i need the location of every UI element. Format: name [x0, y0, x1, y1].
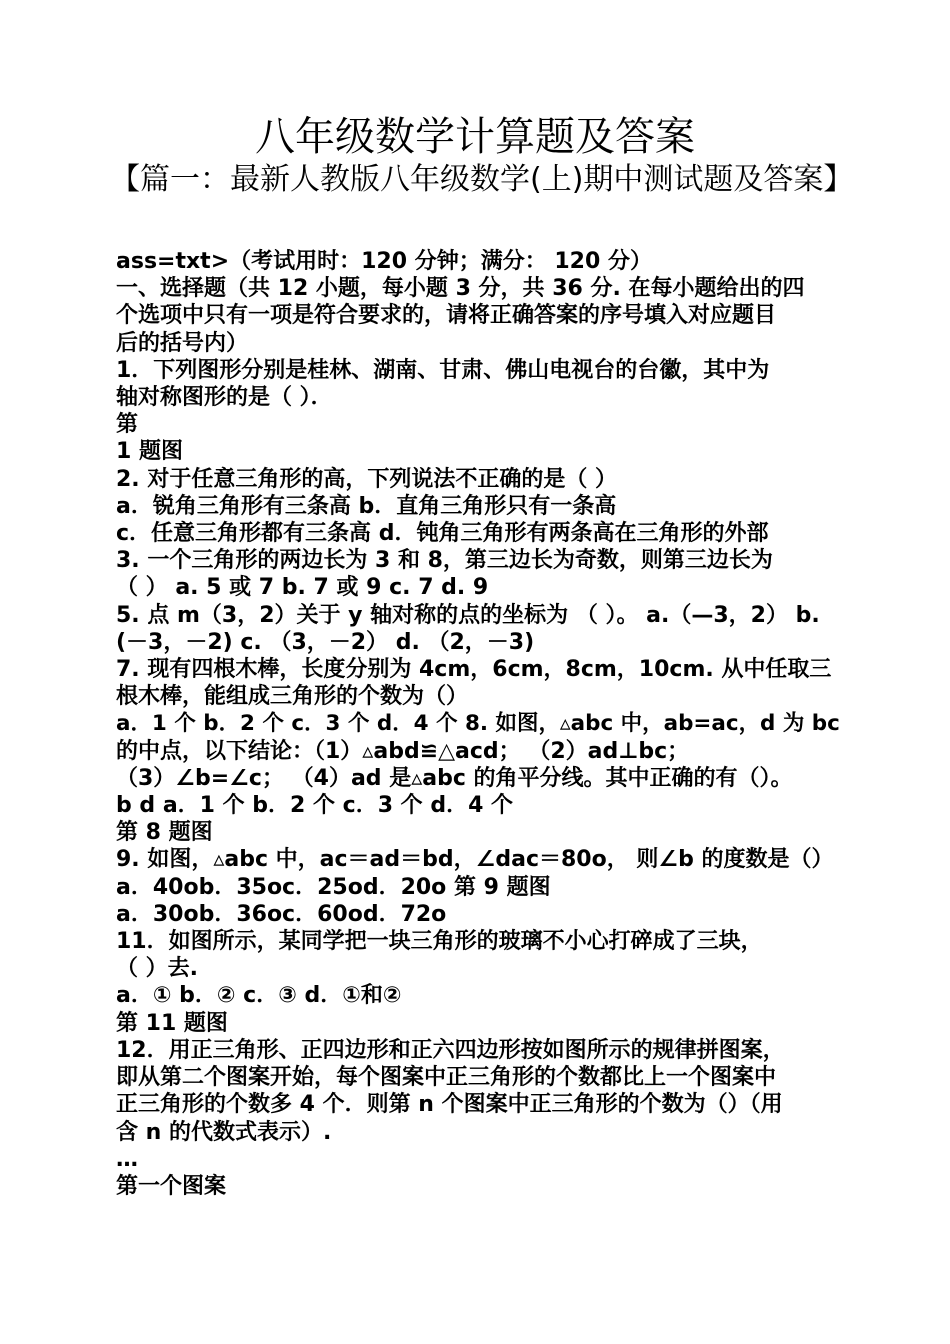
text-line: 正三角形的个数多 4 个．则第 n 个图案中正三角形的个数为（）（用 — [116, 1092, 783, 1118]
text-line: 后的括号内） — [116, 330, 249, 356]
text-line: （ ）去. — [116, 956, 199, 982]
text-line: (－3，－2) c. （3，－2） d. （2，－3) — [116, 629, 535, 655]
text-line: 第 11 题图 — [116, 1010, 228, 1036]
text-line: 1．下列图形分别是桂林、湖南、甘肃、佛山电视台的台徽，其中为 — [116, 357, 770, 383]
text-line: a．① b．② c．③ d．①和② — [116, 983, 402, 1009]
text-line: 轴对称图形的是（ ）． — [116, 385, 333, 411]
text-line: 3. 一个三角形的两边长为 3 和 8，第三边长为奇数，则第三边长为 — [116, 548, 773, 574]
text-line: 9. 如图，▵abc 中，ac＝ad＝bd，∠dac＝80o， 则∠b 的度数是（） — [116, 847, 834, 873]
text-line: 即从第二个图案开始，每个图案中正三角形的个数都比上一个图案中 — [116, 1065, 777, 1091]
text-line: 的中点，以下结论：（1）▵abd≌△acd； （2）ad⊥bc； — [116, 738, 690, 764]
text-line: b d a．1 个 b．2 个 c．3 个 d．4 个 — [116, 793, 514, 819]
text-line: 2. 对于任意三角形的高，下列说法不正确的是（ ） — [116, 466, 617, 492]
text-line: （3）∠b=∠c； （4）ad 是▵abc 的角平分线。其中正确的有（）。 — [116, 765, 793, 791]
text-line: 第 — [116, 412, 139, 438]
text-line: 12．用正三角形、正四边形和正六四边形按如图所示的规律拼图案， — [116, 1037, 785, 1063]
text-line: 含 n 的代数式表示）. — [116, 1119, 332, 1145]
text-line: a．40ob．35oc．25od．20o 第 9 题图 — [116, 874, 551, 900]
text-line: … — [116, 1146, 138, 1172]
document-title: 八年级数学计算题及答案 — [255, 114, 695, 160]
text-line: 第一个图案 — [116, 1173, 227, 1199]
text-line: 一、选择题（共 12 小题，每小题 3 分，共 36 分. 在每小题给出的四 — [116, 276, 805, 302]
text-line: 第 8 题图 — [116, 820, 213, 846]
text-line: 5. 点 m（3，2）关于 y 轴对称的点的坐标为 （ ）。 a.（—3，2） b. — [116, 602, 820, 628]
text-line: ass=txt>（考试用时：120 分钟；满分： 120 分） — [116, 249, 652, 274]
text-line: a．锐角三角形有三条高 b．直角三角形只有一条高 — [116, 493, 617, 519]
text-line: 根木棒，能组成三角形的个数为（） — [116, 684, 469, 710]
text-line: a．30ob．36oc．60od．72o — [116, 901, 447, 927]
text-line: 7. 现有四根木棒，长度分别为 4cm，6cm，8cm，10cm. 从中任取三 — [116, 657, 832, 683]
document-body — [116, 248, 840, 1200]
text-line: （ ） a. 5 或 7 b. 7 或 9 c. 7 d. 9 — [116, 575, 489, 601]
text-line: 1 题图 — [116, 439, 183, 465]
document-subtitle: 【篇一：最新人教版八年级数学(上)期中测试题及答案】 — [110, 162, 854, 197]
text-line: 个选项中只有一项是符合要求的，请将正确答案的序号填入对应题目 — [116, 303, 777, 329]
text-line: a．1 个 b．2 个 c．3 个 d．4 个 8. 如图，▵abc 中，ab=ac，d 为 bc — [116, 711, 840, 737]
text-line: 11．如图所示，某同学把一块三角形的玻璃不小心打碎成了三块， — [116, 929, 763, 955]
text-line: c．任意三角形都有三条高 d．钝角三角形有两条高在三角形的外部 — [116, 521, 769, 547]
